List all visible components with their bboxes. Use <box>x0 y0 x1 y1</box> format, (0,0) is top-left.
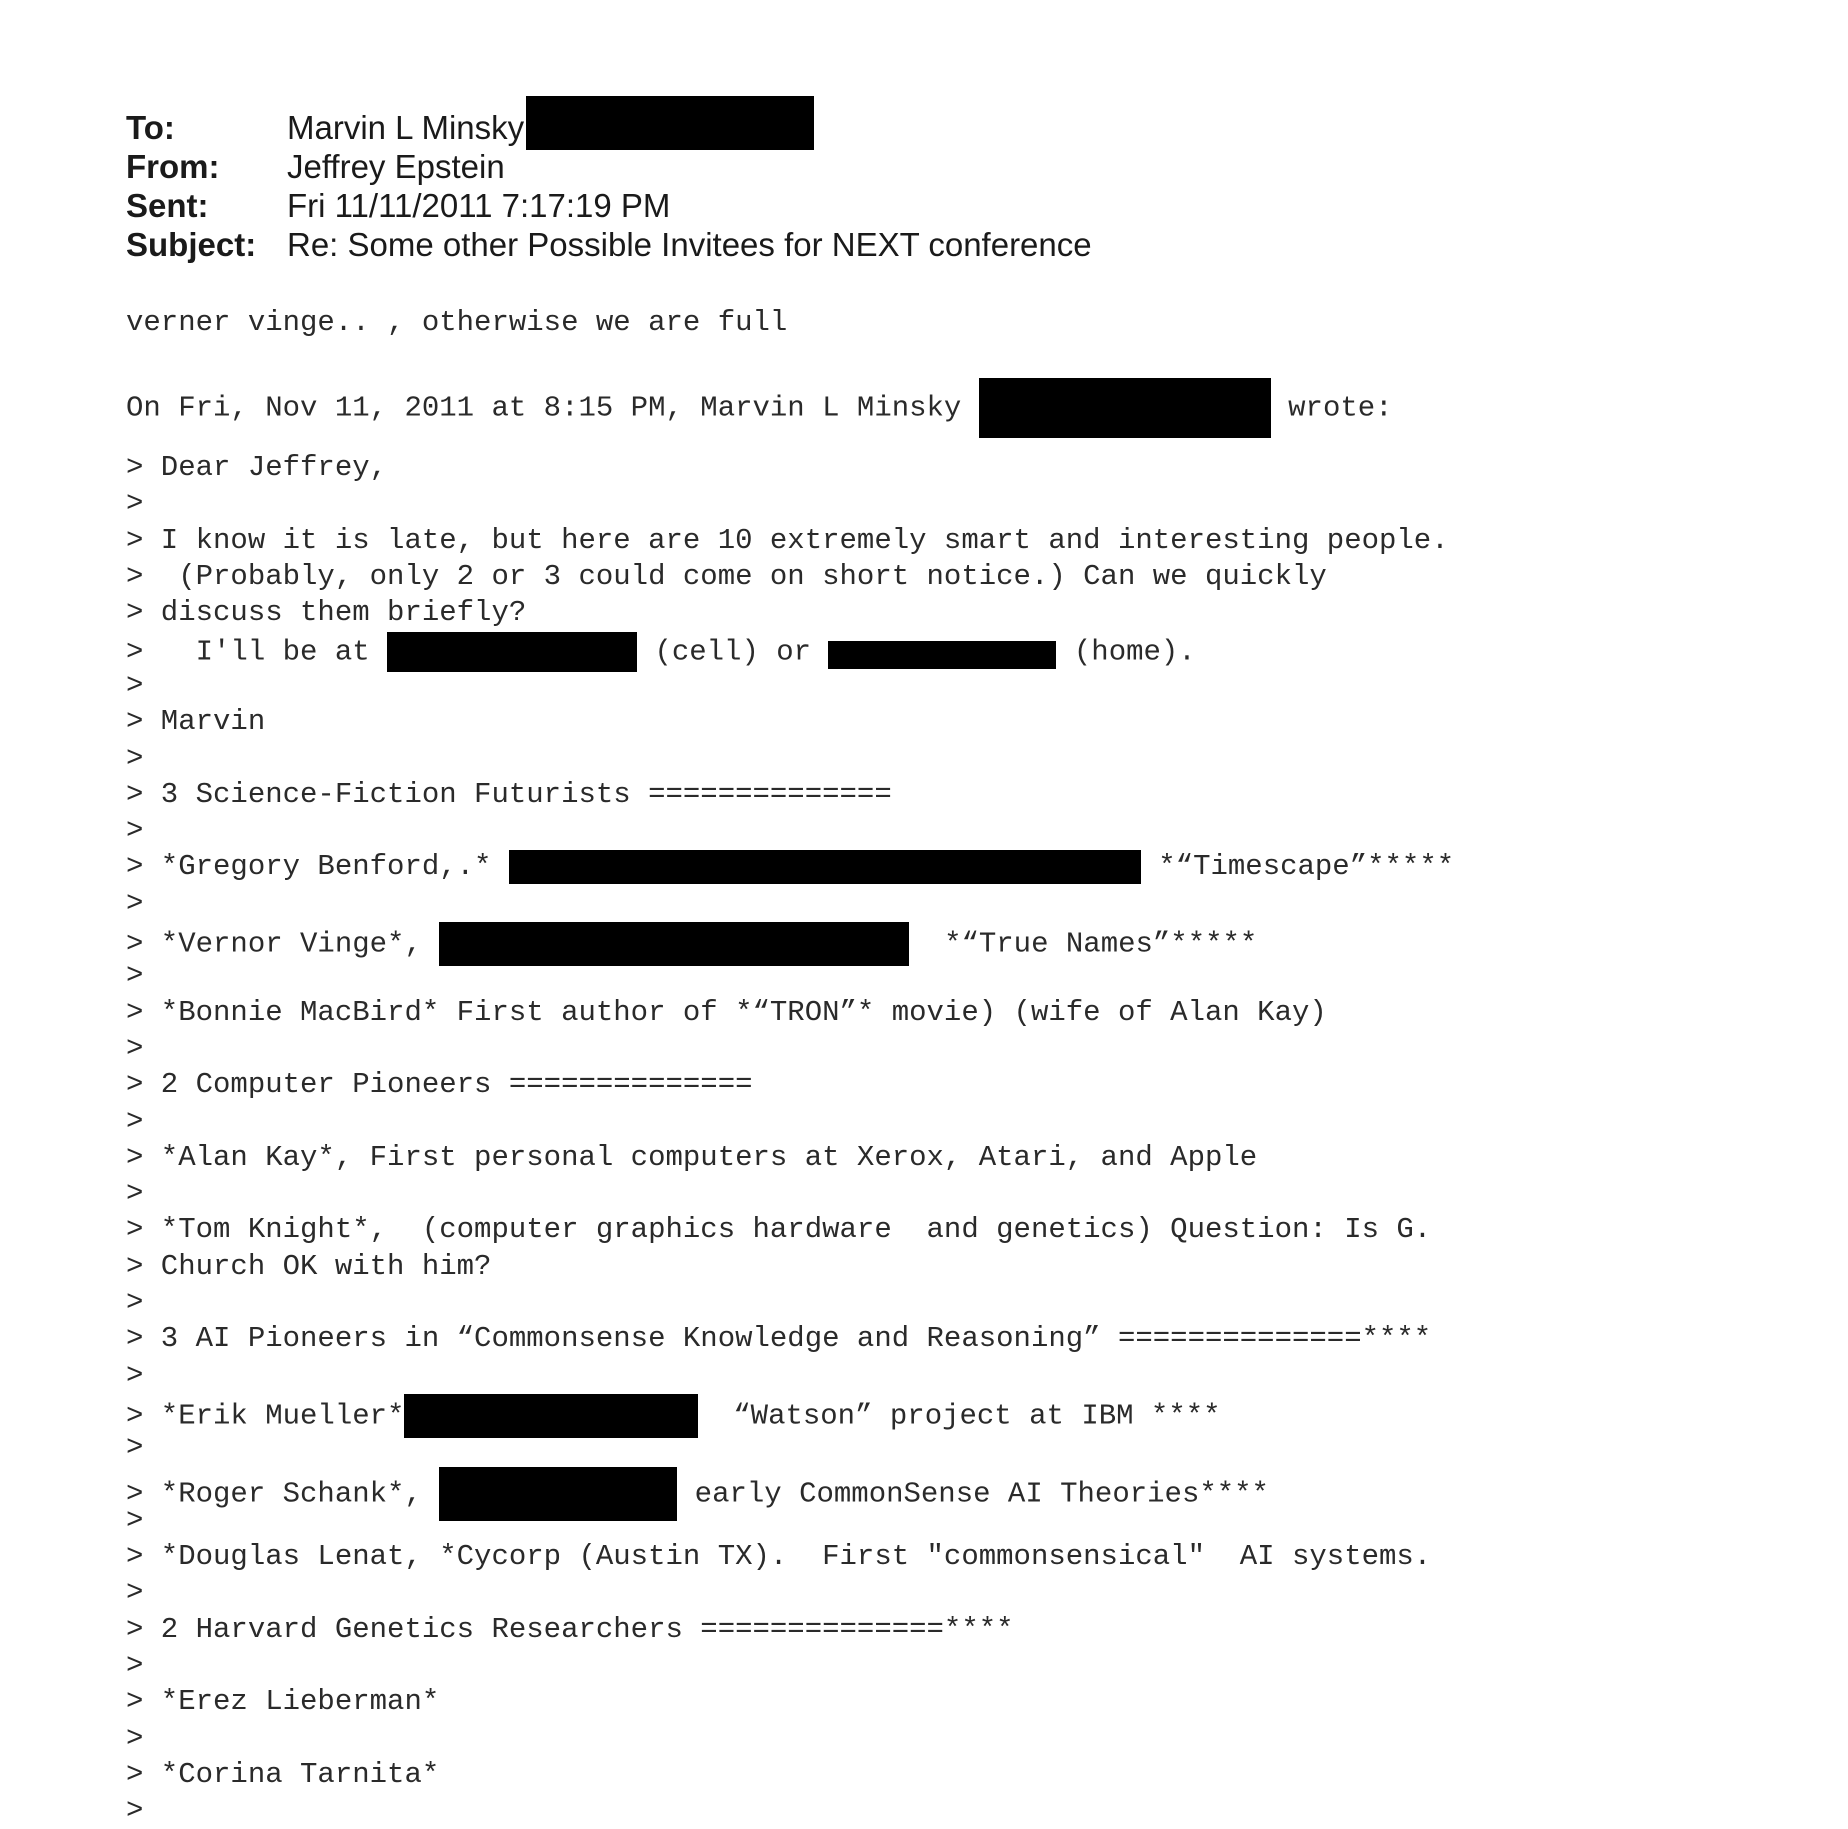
invitee-note: early CommonSense AI Theories**** <box>677 1477 1269 1511</box>
to-label: To: <box>126 109 175 146</box>
quoted-blank: > <box>126 1286 144 1320</box>
from-value: Jeffrey Epstein <box>287 148 505 185</box>
phone-prefix: > I'll be at <box>126 635 388 669</box>
quoted-blank: > <box>126 741 144 775</box>
quoted-blank: > <box>126 1576 144 1610</box>
redaction-box <box>828 641 1056 669</box>
section-heading: > 3 Science-Fiction Futurists ============== <box>126 777 892 811</box>
reply-line: verner vinge.. , otherwise we are full <box>126 306 788 339</box>
invitee-name: > *Gregory Benford,.* <box>126 850 509 884</box>
to-value <box>287 108 814 150</box>
email-body <box>126 305 1454 1829</box>
quoted-blank: > <box>126 1503 144 1537</box>
invitee-line: > *Douglas Lenat, *Cycorp (Austin TX). First "commonsensical" AI systems. <box>126 1540 1432 1574</box>
invitee-note: *“True Names”***** <box>909 927 1258 961</box>
section-heading: > 2 Computer Pioneers ============== <box>126 1068 753 1102</box>
quoted-blank: > <box>126 1177 144 1211</box>
quoted-line: > Dear Jeffrey, <box>126 451 388 485</box>
quoted-blank: > <box>126 1794 144 1828</box>
quoted-line: > Marvin <box>126 705 266 739</box>
invitee-line: > *Corina Tarnita* <box>126 1757 440 1791</box>
section-heading: > 2 Harvard Genetics Researchers ==============**** <box>126 1612 1014 1646</box>
invitee-note: “Watson” project at IBM **** <box>698 1399 1221 1433</box>
sent-value: Fri 11/11/2011 7:17:19 PM <box>287 187 671 224</box>
quoted-blank: > <box>126 1358 144 1392</box>
redaction-box <box>387 632 637 672</box>
to-name: Marvin L Minsky <box>287 109 525 146</box>
redaction-box <box>509 850 1141 884</box>
quoted-blank: > <box>126 1721 144 1755</box>
quoted-blank: > <box>126 959 144 993</box>
subject-value: Re: Some other Possible Invitees for NEXT conference <box>287 226 1092 263</box>
quoted-blank: > <box>126 886 144 920</box>
invitee-name: > *Roger Schank*, <box>126 1477 440 1511</box>
invitee-line: > *Bonnie MacBird* First author of *“TRON”* movie) (wife of Alan Kay) <box>126 995 1327 1029</box>
quoted-line: > I know it is late, but here are 10 extremely smart and interesting people. <box>126 523 1449 557</box>
quoted-blank: > <box>126 1104 144 1138</box>
quoted-line: > (Probably, only 2 or 3 could come on short notice.) Can we quickly <box>126 560 1327 594</box>
quoted-blank: > <box>126 1648 144 1682</box>
invitee-note: *“Timescape”***** <box>1140 850 1455 884</box>
quote-intro <box>126 378 1454 425</box>
quoted-blank: > <box>126 487 144 521</box>
redaction-box <box>526 96 814 150</box>
invitee-line: > *Tom Knight*, (computer graphics hardware and genetics) Question: Is G. <box>126 1213 1432 1247</box>
invitee-line: > *Erez Lieberman* <box>126 1685 440 1719</box>
section-heading: > 3 AI Pioneers in “Commonsense Knowledge and Reasoning” ==============**** <box>126 1322 1432 1356</box>
quote-intro-prefix: On Fri, Nov 11, 2011 at 8:15 PM, Marvin L Minsky <box>126 391 979 425</box>
redaction-box <box>979 378 1271 438</box>
quoted-blank: > <box>126 1031 144 1065</box>
invitee-line: > *Alan Kay*, First personal computers at Xerox, Atari, and Apple <box>126 1140 1258 1174</box>
quote-intro-suffix: wrote: <box>1270 391 1393 425</box>
invitee-line <box>126 1394 1454 1433</box>
quoted-line: > Church OK with him? <box>126 1249 492 1283</box>
phone-mid: (cell) or <box>637 635 829 669</box>
quoted-blank: > <box>126 668 144 702</box>
invitee-name: > *Vernor Vinge*, <box>126 927 440 961</box>
quoted-blank: > <box>126 1431 144 1465</box>
invitee-name: > *Erik Mueller* <box>126 1399 405 1433</box>
sent-label: Sent: <box>126 187 209 224</box>
phone-suffix: (home). <box>1056 635 1196 669</box>
from-label: From: <box>126 148 220 185</box>
invitee-line <box>126 922 1454 961</box>
invitee-line <box>126 1467 1454 1511</box>
phone-line <box>126 632 1454 668</box>
quoted-blank: > <box>126 814 144 848</box>
subject-label: Subject: <box>126 226 257 263</box>
invitee-line <box>126 849 1454 885</box>
quoted-line: > discuss them briefly? <box>126 596 527 630</box>
